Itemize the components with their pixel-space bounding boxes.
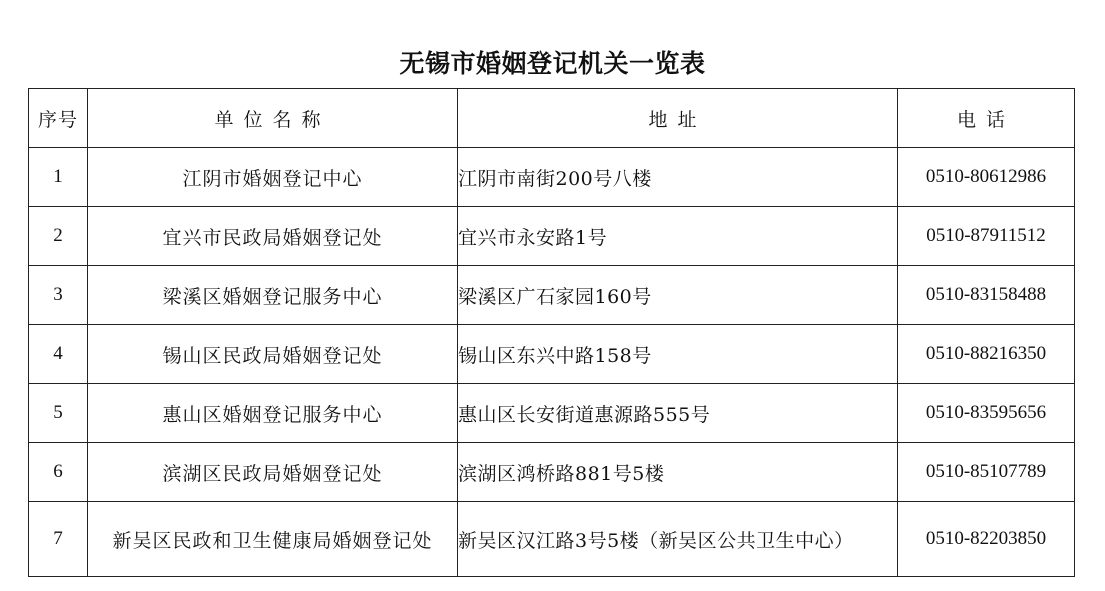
row-seq: 7: [29, 502, 88, 577]
row-phone: 0510-88216350: [898, 325, 1075, 384]
row-phone: 0510-85107789: [898, 443, 1075, 502]
row-unit-name: 宜兴市民政局婚姻登记处: [88, 207, 458, 266]
row-seq: 4: [29, 325, 88, 384]
table-row: [29, 502, 1075, 577]
row-phone: 0510-87911512: [898, 207, 1075, 266]
row-address: 江阴市南街200号八楼: [458, 148, 898, 207]
row-seq: 5: [29, 384, 88, 443]
row-address: 宜兴市永安路1号: [458, 207, 898, 266]
table-row: [29, 443, 1075, 502]
row-unit-name: 惠山区婚姻登记服务中心: [88, 384, 458, 443]
page-title: 无锡市婚姻登记机关一览表: [399, 49, 706, 78]
row-seq: 1: [29, 148, 88, 207]
header-unit-name: 单位名称: [88, 89, 458, 148]
table-row: [29, 384, 1075, 443]
row-phone: 0510-83158488: [898, 266, 1075, 325]
row-phone: 0510-83595656: [898, 384, 1075, 443]
table-row: [29, 325, 1075, 384]
table-row: [29, 207, 1075, 266]
table-row: [29, 266, 1075, 325]
row-address: 梁溪区广石家园160号: [458, 266, 898, 325]
row-address: 锡山区东兴中路158号: [458, 325, 898, 384]
row-address: 惠山区长安街道惠源路555号: [458, 384, 898, 443]
row-phone: 0510-80612986: [898, 148, 1075, 207]
row-address: 新吴区汉江路3号5楼（新吴区公共卫生中心）: [458, 502, 898, 577]
table-row: [29, 148, 1075, 207]
row-address: 滨湖区鸿桥路881号5楼: [458, 443, 898, 502]
table-header-row: [29, 89, 1075, 148]
row-unit-name: 江阴市婚姻登记中心: [88, 148, 458, 207]
registry-table: [28, 88, 1075, 577]
row-unit-name: 新吴区民政和卫生健康局婚姻登记处: [88, 502, 458, 577]
row-unit-name: 滨湖区民政局婚姻登记处: [88, 443, 458, 502]
row-seq: 6: [29, 443, 88, 502]
row-seq: 2: [29, 207, 88, 266]
row-phone: 0510-82203850: [898, 502, 1075, 577]
header-seq: 序号: [29, 89, 88, 148]
row-seq: 3: [29, 266, 88, 325]
row-unit-name: 梁溪区婚姻登记服务中心: [88, 266, 458, 325]
header-phone: 电话: [898, 89, 1075, 148]
row-unit-name: 锡山区民政局婚姻登记处: [88, 325, 458, 384]
header-address: 地址: [458, 89, 898, 148]
